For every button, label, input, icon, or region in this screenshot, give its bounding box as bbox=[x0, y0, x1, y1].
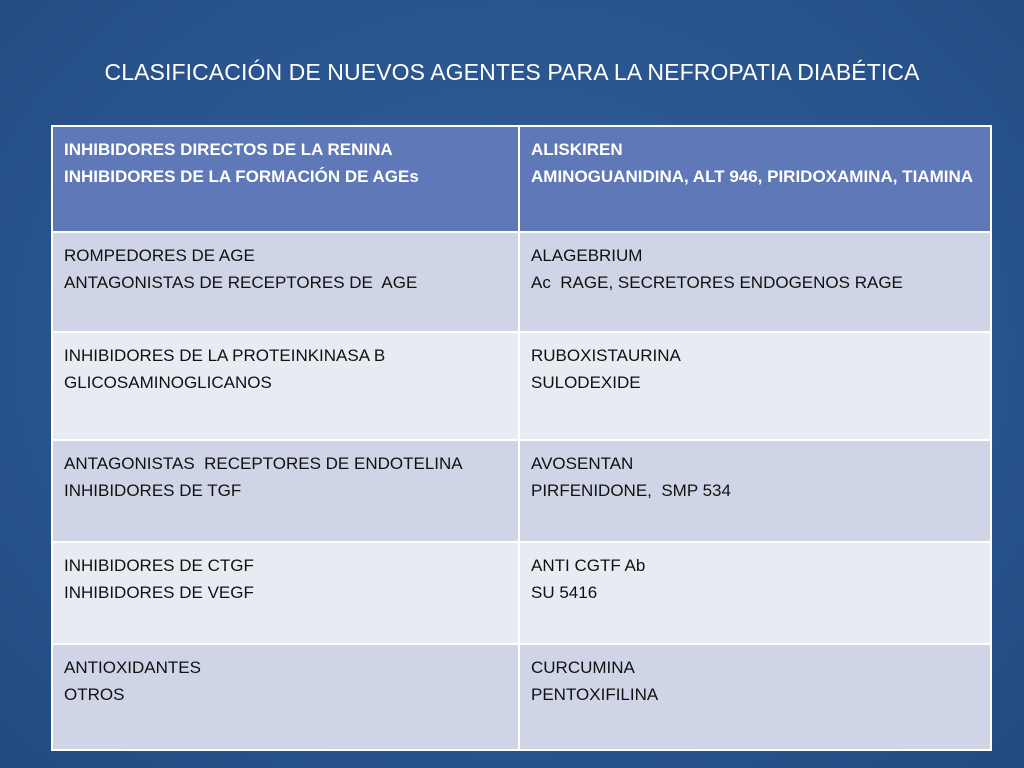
cell-line: PIRFENIDONE, SMP 534 bbox=[531, 481, 731, 500]
cell-line: AMINOGUANIDINA, ALT 946, PIRIDOXAMINA, TIAMINA bbox=[531, 167, 974, 186]
cell-line: RUBOXISTAURINA bbox=[531, 346, 681, 365]
cell-line: GLICOSAMINOGLICANOS bbox=[64, 373, 272, 392]
cell-line: INHIBIDORES DE LA PROTEINKINASA B bbox=[64, 346, 386, 365]
table-cell-left bbox=[53, 645, 520, 749]
cell-line: INHIBIDORES DE TGF bbox=[64, 481, 242, 500]
cell-line: ANTAGONISTAS RECEPTORES DE ENDOTELINA bbox=[64, 454, 463, 473]
table-cell-left bbox=[53, 441, 520, 543]
table-cell-left bbox=[53, 233, 520, 333]
slide-title: CLASIFICACIÓN DE NUEVOS AGENTES PARA LA NEFROPATIA DIABÉTICA bbox=[104, 59, 920, 85]
table-cell-right bbox=[520, 645, 990, 749]
table-cell-right bbox=[520, 333, 990, 441]
cell-line: INHIBIDORES DE LA FORMACIÓN DE AGEs bbox=[64, 167, 419, 186]
cell-line: ANTIOXIDANTES bbox=[64, 658, 201, 677]
agents-table bbox=[51, 125, 992, 751]
table-cell-right bbox=[520, 441, 990, 543]
cell-line: ROMPEDORES DE AGE bbox=[64, 246, 255, 265]
table-cell-left bbox=[53, 127, 520, 233]
table-cell-left bbox=[53, 333, 520, 441]
cell-line: ALAGEBRIUM bbox=[531, 246, 643, 265]
cell-line: ANTAGONISTAS DE RECEPTORES DE AGE bbox=[64, 273, 418, 292]
cell-line: INHIBIDORES DIRECTOS DE LA RENINA bbox=[64, 140, 393, 159]
cell-line: OTROS bbox=[64, 685, 125, 704]
cell-line: SU 5416 bbox=[531, 583, 598, 602]
cell-line: INHIBIDORES DE VEGF bbox=[64, 583, 254, 602]
table-cell-right bbox=[520, 543, 990, 645]
cell-line: AVOSENTAN bbox=[531, 454, 634, 473]
cell-line: ANTI CGTF Ab bbox=[531, 556, 646, 575]
cell-line: SULODEXIDE bbox=[531, 373, 641, 392]
cell-line: CURCUMINA bbox=[531, 658, 635, 677]
cell-line: ALISKIREN bbox=[531, 140, 623, 159]
cell-line: PENTOXIFILINA bbox=[531, 685, 659, 704]
table-cell-right bbox=[520, 233, 990, 333]
cell-line: Ac RAGE, SECRETORES ENDOGENOS RAGE bbox=[531, 273, 903, 292]
table-cell-left bbox=[53, 543, 520, 645]
cell-line: INHIBIDORES DE CTGF bbox=[64, 556, 254, 575]
table-cell-right bbox=[520, 127, 990, 233]
